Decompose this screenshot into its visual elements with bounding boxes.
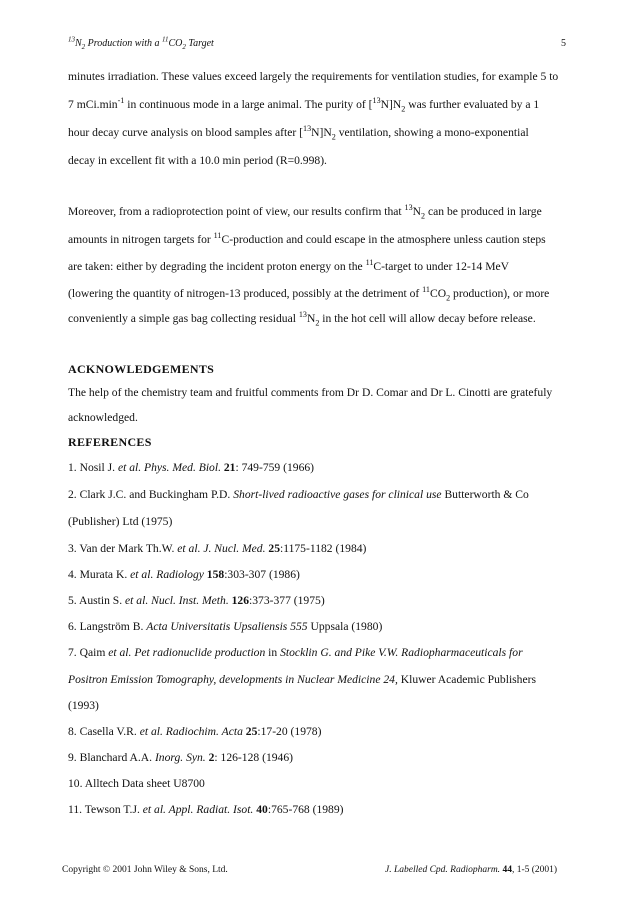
page-number: 5 bbox=[561, 38, 566, 49]
reference-item: 10. Alltech Data sheet U8700 bbox=[68, 777, 205, 790]
reference-item: 9. Blanchard A.A. Inorg. Syn. 2: 126-128 (1946) bbox=[68, 751, 293, 764]
reference-item: 5. Austin S. et al. Nucl. Inst. Meth. 126:373-377 (1975) bbox=[68, 594, 325, 607]
text-line: (lowering the quantity of nitrogen-13 produced, possibly at the detriment of $^{11}CO_2$ production), or more bbox=[68, 285, 550, 303]
reference-item: 8. Casella V.R. et al. Radiochim. Acta 25:17-20 (1978) bbox=[68, 725, 322, 738]
reference-item: 1. Nosil J. et al. Phys. Med. Biol. 21: 749-759 (1966) bbox=[68, 461, 315, 474]
reference-item: 2. Clark J.C. and Buckingham P.D. Short-lived radioactive gases for clinical use Butterworth & Co bbox=[68, 488, 529, 501]
references-heading: REFERENCES bbox=[68, 435, 152, 449]
acknowledgements-text: The help of the chemistry team and fruitful comments from Dr D. Comar and Dr L. Cinotti are gratefuly bbox=[68, 386, 553, 399]
acknowledgements-text: acknowledged. bbox=[68, 411, 138, 424]
reference-item: 6. Langström B. Acta Universitatis Upsaliensis 555 Uppsala (1980) bbox=[68, 620, 383, 633]
text-line: conveniently a simple gas bag collecting residual $^{13}N_2$ in the hot cell will allow decay before release. bbox=[68, 310, 536, 328]
reference-item-continued: (1993) bbox=[68, 699, 99, 712]
acknowledgements-heading: ACKNOWLEDGEMENTS bbox=[68, 362, 215, 376]
reference-item: 3. Van der Mark Th.W. et al. J. Nucl. Med. 25:1175-1182 (1984) bbox=[68, 542, 367, 555]
copyright-footer: Copyright © 2001 John Wiley & Sons, Ltd. bbox=[62, 865, 228, 875]
text-line: Moreover, from a radioprotection point of view, our results confirm that $^{13}N_2$ can be produced in large bbox=[68, 203, 542, 221]
text-line: minutes irradiation. These values exceed largely the requirements for ventilation studies, for example 5 to bbox=[68, 70, 559, 83]
text-line: decay in excellent fit with a 10.0 min period (R=0.998). bbox=[68, 154, 327, 167]
reference-item-continued: Positron Emission Tomography, developments in Nuclear Medicine 24, Kluwer Academic Publishers bbox=[68, 673, 536, 686]
reference-item-continued: (Publisher) Ltd (1975) bbox=[68, 515, 173, 528]
text-line: hour decay curve analysis on blood samples after $[^{13}N]N_2$ ventilation, showing a mono-exponential bbox=[68, 124, 529, 142]
journal-citation-footer: J. Labelled Cpd. Radiopharm. 44, 1-5 (2001) bbox=[385, 865, 558, 875]
running-title: $^{13}N_2$ Production with a $^{11}CO_2$ Target bbox=[68, 35, 214, 51]
text-line: are taken: either by degrading the incident proton energy on the $^{11}$C-target to under 12-14 MeV bbox=[68, 258, 510, 273]
reference-item: 11. Tewson T.J. et al. Appl. Radiat. Isot. 40:765-768 (1989) bbox=[68, 803, 344, 816]
reference-item: 4. Murata K. et al. Radiology 158:303-307 (1986) bbox=[68, 568, 300, 581]
reference-item: 7. Qaim et al. Pet radionuclide production in Stocklin G. and Pike V.W. Radiopharmaceuticals for bbox=[68, 646, 523, 659]
text-line: 7 $mCi.\min^{-1}$ in continuous mode in a large animal. The purity of $[^{13}N]N_2$ was further evaluated by a 1 bbox=[68, 96, 540, 114]
text-line: amounts in nitrogen targets for $^{11}$C-production and could escape in the atmosphere unless caution steps bbox=[68, 231, 546, 246]
